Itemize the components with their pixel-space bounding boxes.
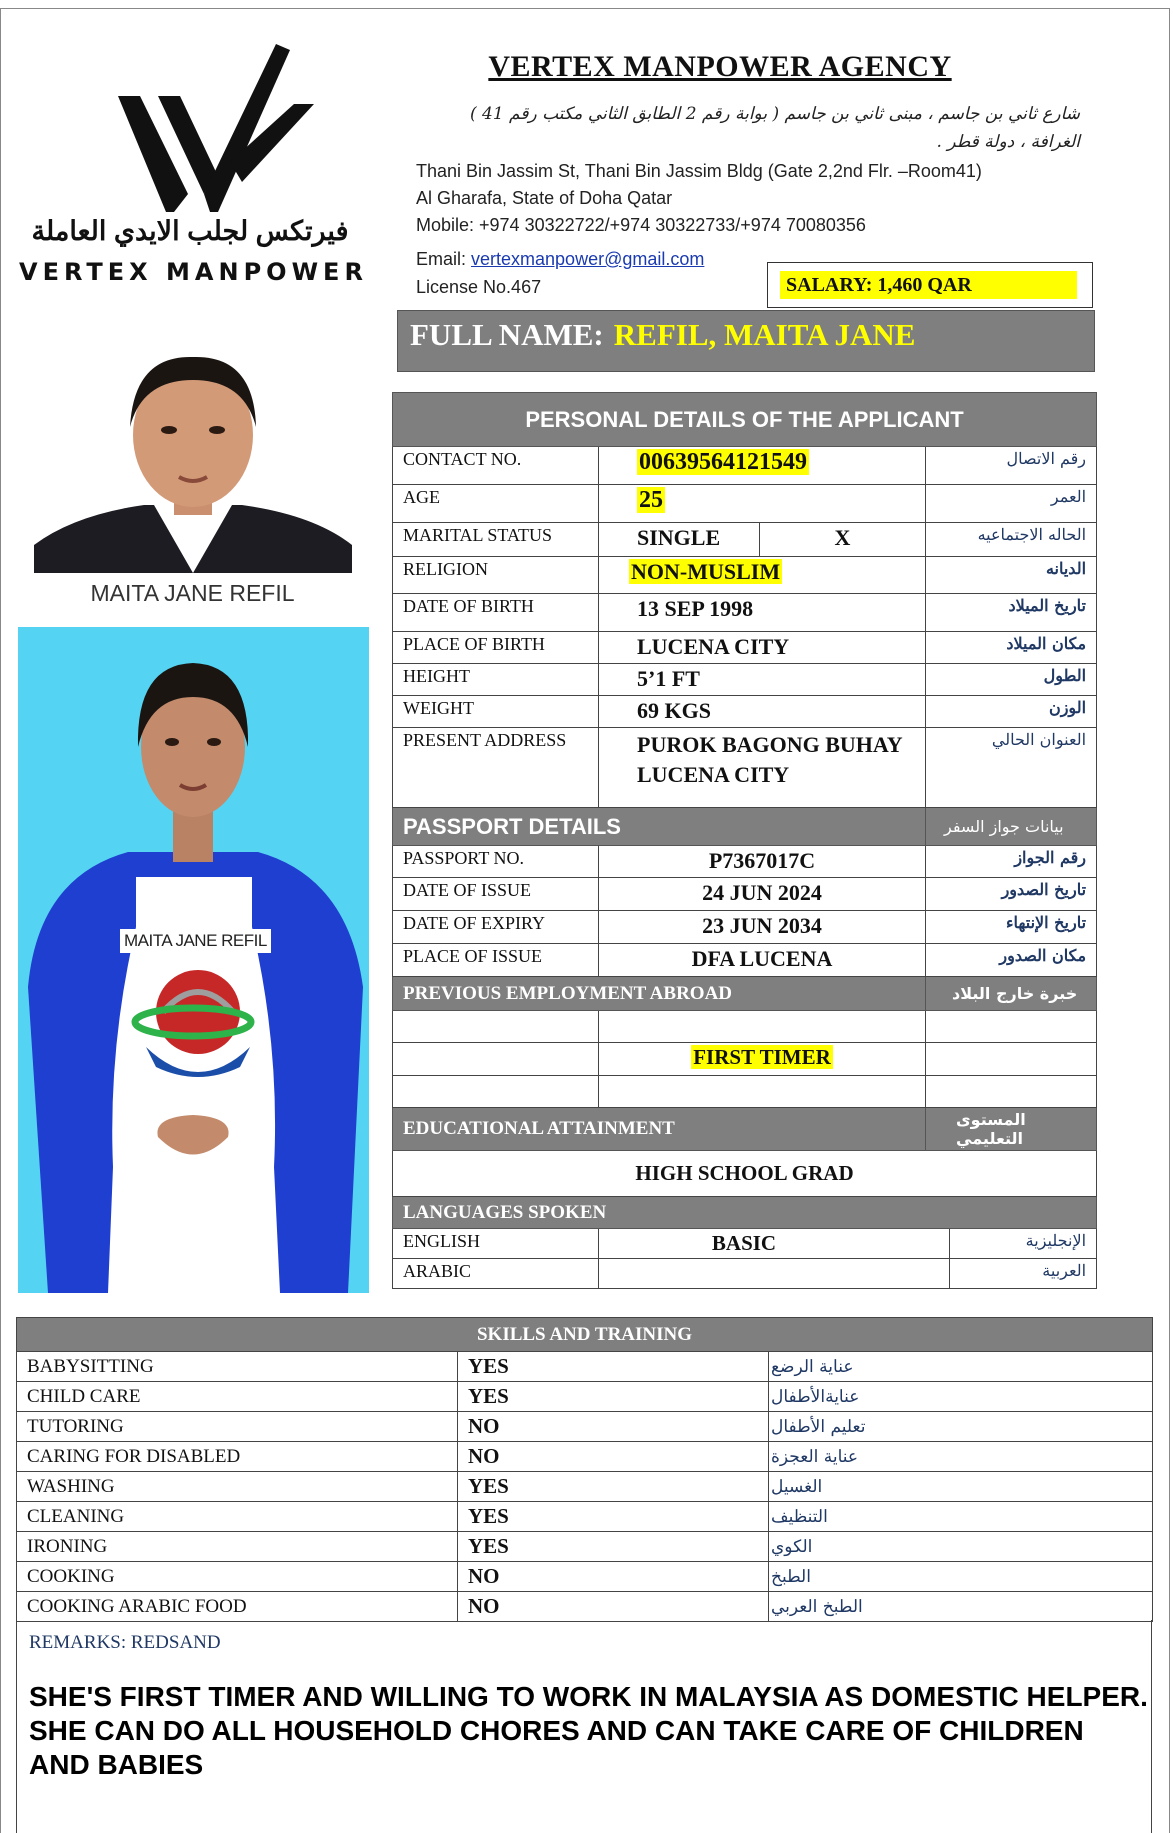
skill-row [17,1442,1153,1472]
issue-date-label: DATE OF ISSUE [393,878,599,911]
email-line [416,249,704,270]
skill-row [17,1562,1153,1592]
skill-value: YES [458,1472,769,1502]
expiry-date-label-ar: تاريخ الإنتهاء [926,911,1097,944]
full-name-label: FULL NAME: [410,317,604,352]
religion-text: NON-MUSLIM [631,559,781,584]
skill-label-ar: الطبخ العربي [769,1592,1153,1622]
apron-name-tag: MAITA JANE REFIL [120,929,271,953]
passport-header-ar: بيانات جواز السفر [926,808,1097,846]
address-label-ar: العنوان الحالي [926,728,1097,808]
portrait-photo [34,335,352,573]
skill-row [17,1502,1153,1532]
education-header-ar: المستوى التعليمي [926,1108,1097,1151]
skill-value: YES [458,1532,769,1562]
marital-status-mark: X [760,523,926,557]
height-label: HEIGHT [393,664,599,696]
weight-label-ar: الوزن [926,696,1097,728]
skill-row [17,1412,1153,1442]
skills-header: SKILLS AND TRAINING [17,1318,1153,1352]
license-number: License No.467 [416,277,542,297]
contact-label-ar: رقم الاتصال [926,447,1097,485]
skill-value: YES [458,1352,769,1382]
contact-number: 00639564121549 [639,449,807,475]
skill-label-ar: الطبخ [769,1562,1153,1592]
skill-label: CLEANING [17,1502,458,1532]
address-value: PUROK BAGONG BUHAY LUCENA CITY [599,728,926,808]
address-english-line-1: Thani Bin Jassim St, Thani Bin Jassim Bldg (Gate 2,2nd Flr. –Room41) [416,161,982,181]
employment-cell [599,1076,926,1108]
language-english-label-ar: الإنجليزية [950,1229,1097,1259]
skill-value: NO [458,1562,769,1592]
skill-label-ar: تعليم الأطفال [769,1412,1153,1442]
salary-box [767,262,1093,308]
pob-value: LUCENA CITY [599,632,926,664]
mobile-numbers: Mobile: +974 30322722/+974 30322733/+974 70080356 [416,215,866,235]
skill-label: WASHING [17,1472,458,1502]
address-label: PRESENT ADDRESS [393,728,599,808]
personal-details-table [392,392,1097,1289]
agency-logo-icon [118,44,318,212]
skill-label-ar: الغسيل [769,1472,1153,1502]
address-arabic-line-2: الغرافة ، دولة قطر . [936,132,1080,152]
expiry-date-value: 23 JUN 2034 [599,911,926,944]
dob-label: DATE OF BIRTH [393,594,599,632]
language-english-label: ENGLISH [393,1229,599,1259]
portrait-illustration [34,335,352,573]
skill-label: BABYSITTING [17,1352,458,1382]
remarks-label: REMARKS: REDSAND [29,1632,221,1653]
employment-cell [393,1043,599,1076]
issue-date-label-ar: تاريخ الصدور [926,878,1097,911]
full-body-photo [18,627,369,1293]
place-of-issue-label-ar: مكان الصدور [926,944,1097,977]
education-header: EDUCATIONAL ATTAINMENT [393,1108,926,1151]
skill-value: NO [458,1592,769,1622]
address-arabic [400,100,1080,156]
passport-no-value: P7367017C [599,846,926,878]
skill-label-ar: الكوي [769,1532,1153,1562]
skill-label: IRONING [17,1532,458,1562]
dob-value: 13 SEP 1998 [599,594,926,632]
age-number: 25 [639,487,663,513]
marital-status-label: MARITAL STATUS [393,523,599,557]
address-english-line-2: Al Gharafa, State of Doha Qatar [416,188,673,208]
passport-header: PASSPORT DETAILS [393,808,926,846]
age-label: AGE [393,485,599,523]
skill-value: NO [458,1412,769,1442]
education-value: HIGH SCHOOL GRAD [393,1151,1097,1197]
remarks-body: SHE'S FIRST TIMER AND WILLING TO WORK IN MALAYSIA AS DOMESTIC HELPER. SHE CAN DO ALL HOUSEHOLD CHORES AND CAN TAKE CARE OF CHILDREN AND BABIES [29,1681,1148,1780]
employment-cell [393,1076,599,1108]
skill-value: NO [458,1442,769,1472]
skill-label-ar: عناية العجزة [769,1442,1153,1472]
issue-date-value: 24 JUN 2024 [599,878,926,911]
pob-label: PLACE OF BIRTH [393,632,599,664]
salary-value: SALARY: 1,460 QAR [780,271,1077,299]
skill-label: CARING FOR DISABLED [17,1442,458,1472]
full-name-bar [397,310,1095,372]
weight-value: 69 KGS [599,696,926,728]
passport-no-label: PASSPORT NO. [393,846,599,878]
full-name-value: REFIL, MAITA JANE [613,317,916,352]
language-arabic-label-ar: العربية [950,1259,1097,1289]
employment-header-ar: خبرة خارج البلاد [926,977,1097,1011]
logo-text-arabic: فيرتكس لجلب الايدي العاملة [31,216,349,246]
religion-label-ar: الديانه [926,557,1097,594]
age-label-ar: العمر [926,485,1097,523]
dob-label-ar: تاريخ الميلاد [926,594,1097,632]
marital-status-label-ar: الحاله الاجتماعيه [926,523,1097,557]
skill-label-ar: عنايةالأطفال [769,1382,1153,1412]
pob-label-ar: مكان الميلاد [926,632,1097,664]
marital-status-value: SINGLE [599,523,760,557]
agency-title: VERTEX MANPOWER AGENCY [488,50,952,83]
skill-label-ar: عناية الرضع [769,1352,1153,1382]
employment-header: PREVIOUS EMPLOYMENT ABROAD [393,977,926,1011]
skill-row [17,1472,1153,1502]
employment-cell [926,1011,1097,1043]
skills-table [16,1317,1153,1622]
personal-details-header: PERSONAL DETAILS OF THE APPLICANT [393,393,1097,447]
employment-cell [926,1043,1097,1076]
height-label-ar: الطول [926,664,1097,696]
employment-cell [393,1011,599,1043]
contact-value [599,447,926,485]
age-value [599,485,926,523]
skill-row [17,1382,1153,1412]
skill-label: TUTORING [17,1412,458,1442]
logo-text-english: VERTEX MANPOWER [19,258,368,286]
employment-value [599,1043,926,1076]
skill-value: YES [458,1502,769,1532]
height-value: 5’1 FT [599,664,926,696]
employment-cell [599,1011,926,1043]
address-arabic-line-1: شارع ثاني بن جاسم ، مبنى ثاني بن جاسم ( بوابة رقم 2 الطابق الثاني مكتب رقم 41 ) [469,104,1080,124]
contact-label: CONTACT NO. [393,447,599,485]
address-english [416,158,1116,239]
skill-label: CHILD CARE [17,1382,458,1412]
skill-label: COOKING [17,1562,458,1592]
email-label: Email: [416,249,472,269]
portrait-caption: MAITA JANE REFIL [90,580,295,606]
place-of-issue-label: PLACE OF ISSUE [393,944,599,977]
place-of-issue-value: DFA LUCENA [599,944,926,977]
skill-label: COOKING ARABIC FOOD [17,1592,458,1622]
skill-value: YES [458,1382,769,1412]
first-timer-text: FIRST TIMER [693,1045,831,1069]
language-arabic-label: ARABIC [393,1259,599,1289]
skill-row [17,1592,1153,1622]
full-body-illustration [18,627,369,1293]
expiry-date-label: DATE OF EXPIRY [393,911,599,944]
employment-cell [926,1076,1097,1108]
religion-label: RELIGION [393,557,599,594]
languages-header: LANGUAGES SPOKEN [393,1197,1097,1229]
skill-row [17,1352,1153,1382]
email-link[interactable]: vertexmanpower@gmail.com [471,249,705,269]
skill-label-ar: التنظيف [769,1502,1153,1532]
passport-no-label-ar: رقم الجواز [926,846,1097,878]
language-english-value: BASIC [599,1229,950,1259]
language-arabic-value [599,1259,950,1289]
skill-row [17,1532,1153,1562]
weight-label: WEIGHT [393,696,599,728]
religion-value [599,557,926,594]
